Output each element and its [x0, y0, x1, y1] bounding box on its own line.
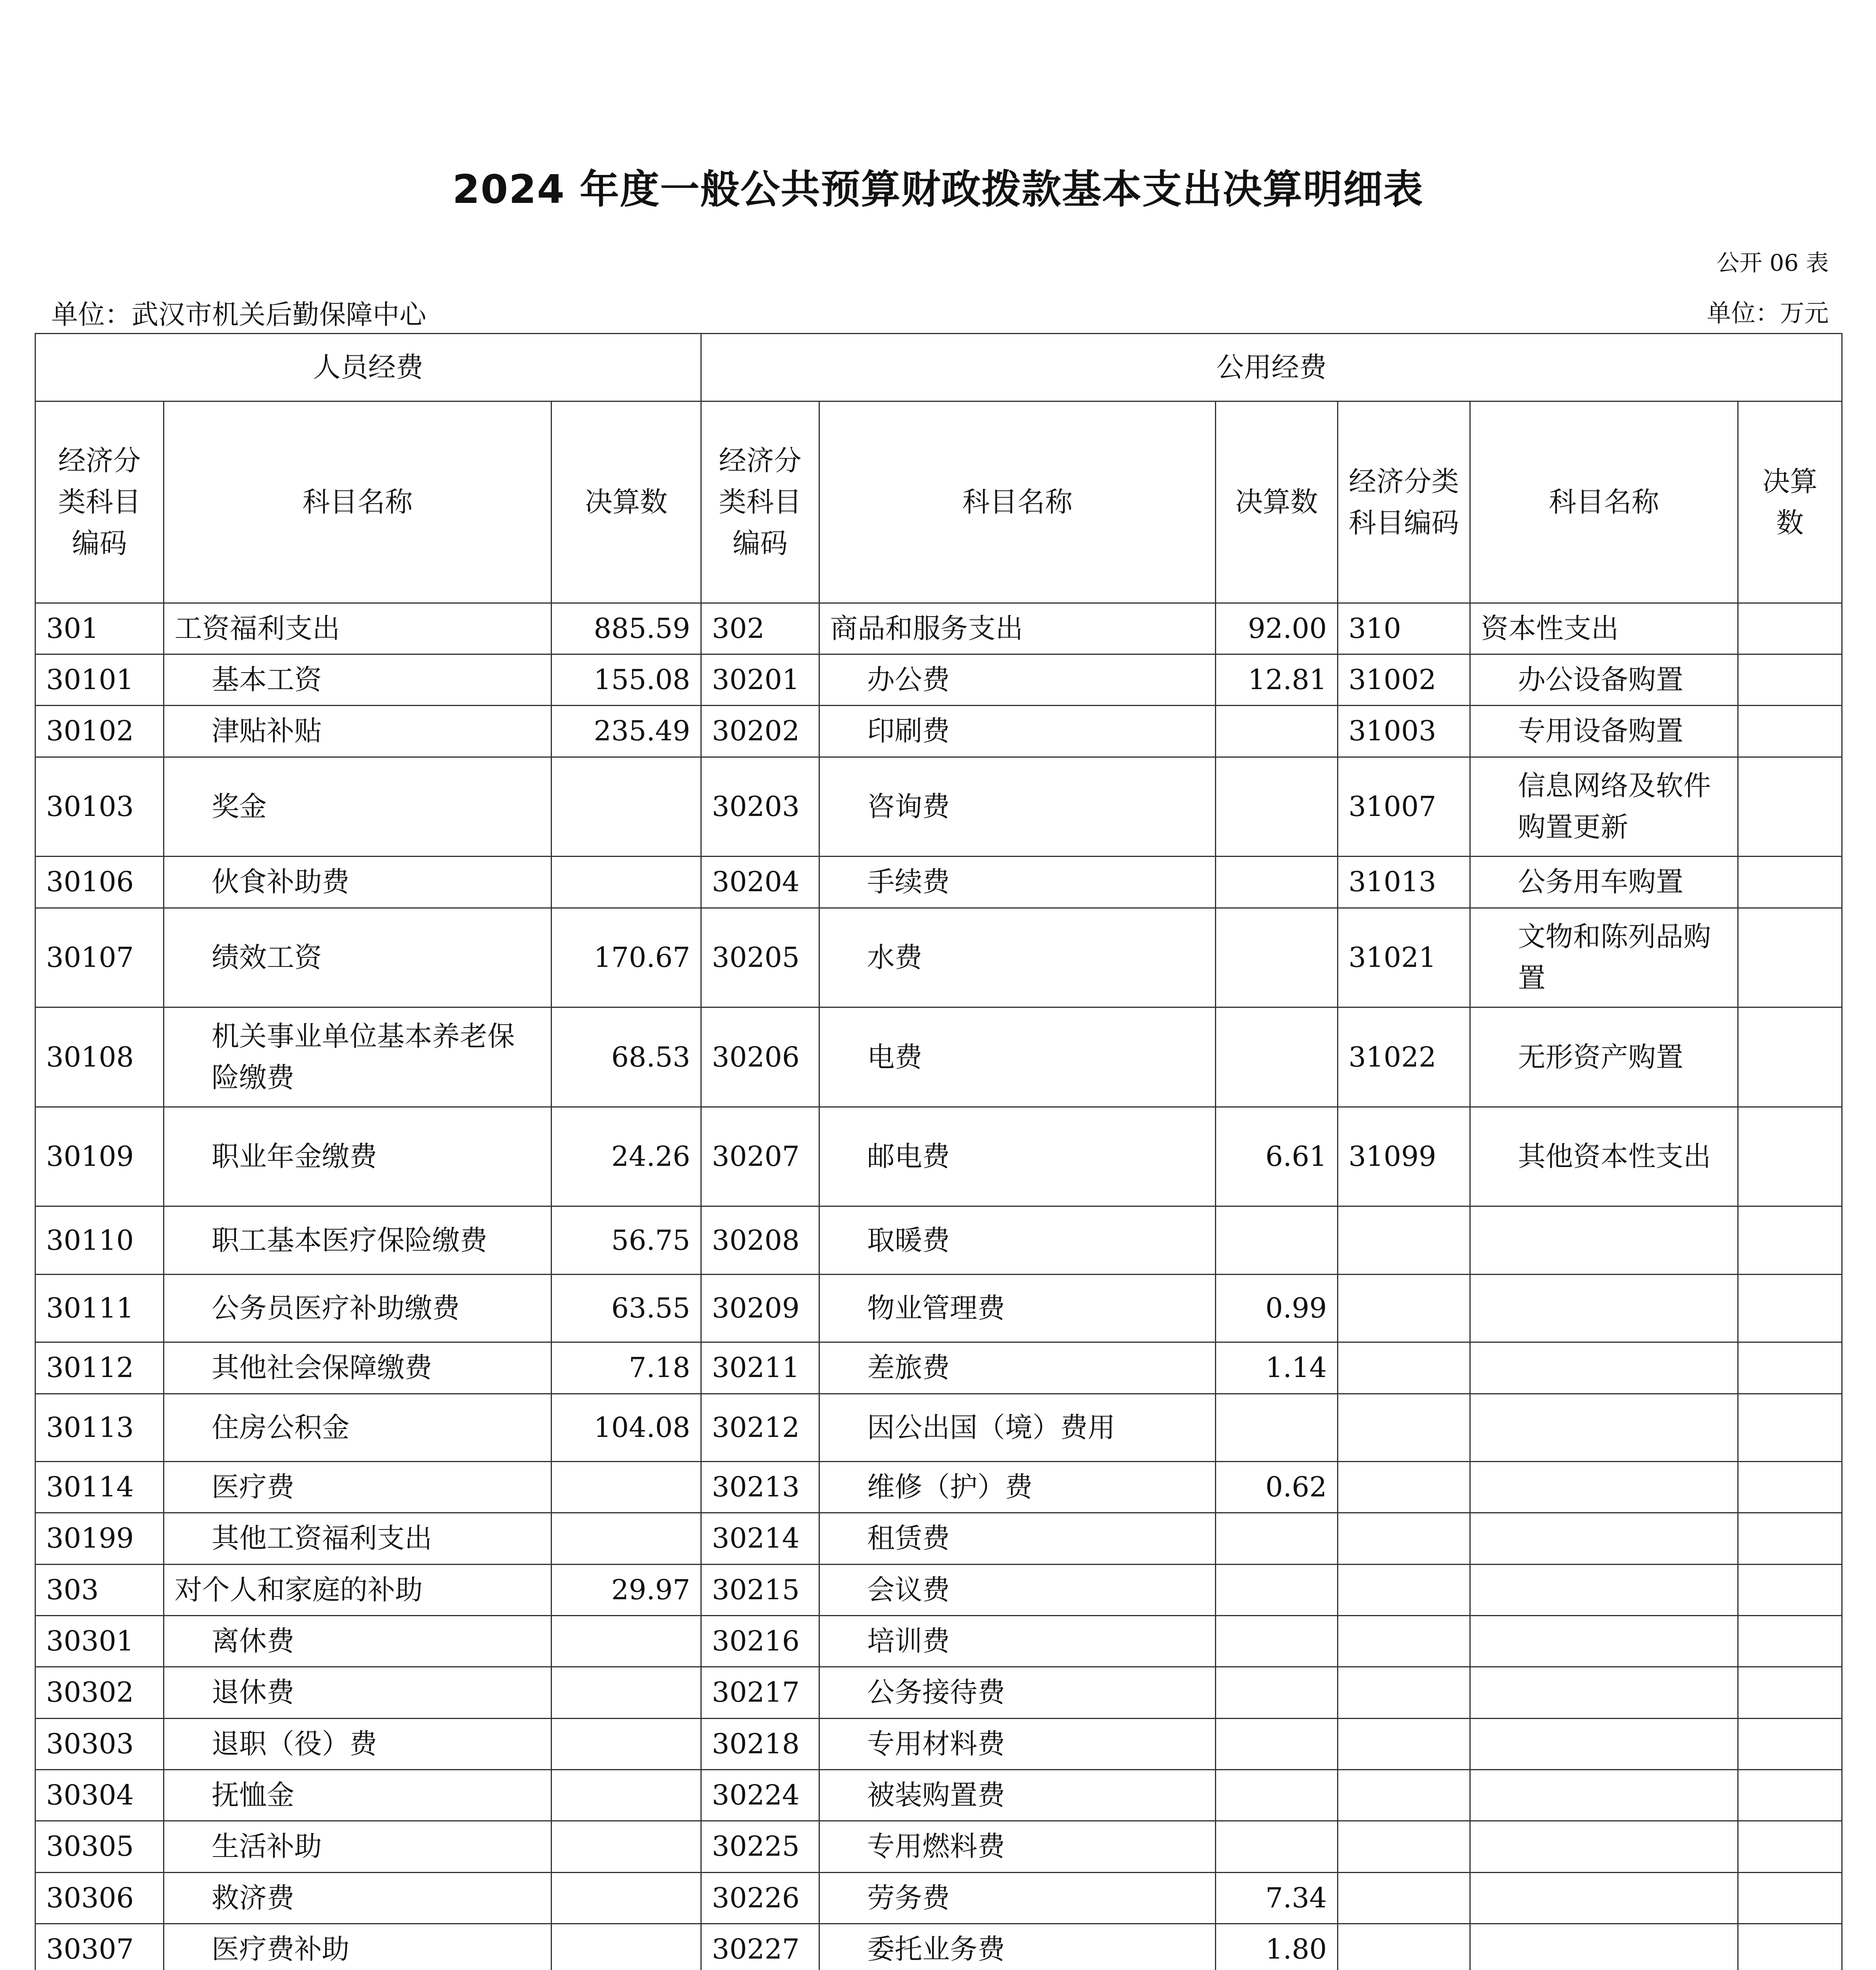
- public-amount: 0.62: [1216, 1462, 1338, 1513]
- col-header-amount: 决算数: [1738, 401, 1842, 603]
- capital-amount: [1738, 1872, 1842, 1924]
- personnel-amount: [552, 1615, 701, 1667]
- personnel-amount: 29.97: [552, 1564, 701, 1615]
- personnel-code: 30108: [35, 1007, 164, 1107]
- capital-amount: [1738, 603, 1842, 654]
- col-header-code: 经济分类科目编码: [701, 401, 819, 603]
- personnel-section-header: 人员经费: [35, 334, 701, 401]
- personnel-item-name: 基本工资: [164, 654, 552, 706]
- public-code: 30217: [701, 1667, 819, 1718]
- public-item-name: 劳务费: [819, 1872, 1216, 1924]
- public-amount: [1216, 1513, 1338, 1564]
- capital-code: [1338, 1872, 1470, 1924]
- capital-code: [1338, 1924, 1470, 1970]
- personnel-code: 303: [35, 1564, 164, 1615]
- capital-item-name: [1470, 1924, 1738, 1970]
- reporting-unit: 单位：武汉市机关后勤保障中心: [51, 299, 427, 331]
- capital-item-name: [1470, 1342, 1738, 1394]
- personnel-code: 30303: [35, 1718, 164, 1769]
- expenditure-table: [35, 333, 1843, 1970]
- public-item-name: 会议费: [819, 1564, 1216, 1615]
- col-header-code: 经济分类科目编码: [35, 401, 164, 603]
- personnel-amount: [552, 757, 701, 857]
- personnel-item-name: 绩效工资: [164, 908, 552, 1007]
- public-amount: [1216, 757, 1338, 857]
- column-header-row: [35, 401, 1842, 603]
- capital-amount: [1738, 1821, 1842, 1872]
- capital-code: [1338, 1274, 1470, 1342]
- personnel-amount: 155.08: [552, 654, 701, 706]
- personnel-amount: [552, 1769, 701, 1821]
- capital-item-name: 信息网络及软件购置更新: [1470, 757, 1738, 857]
- capital-item-name: [1470, 1513, 1738, 1564]
- personnel-code: 30301: [35, 1615, 164, 1667]
- personnel-code: 30106: [35, 857, 164, 908]
- capital-code: [1338, 1206, 1470, 1274]
- capital-amount: [1738, 1462, 1842, 1513]
- personnel-amount: 68.53: [552, 1007, 701, 1107]
- public-amount: [1216, 1769, 1338, 1821]
- capital-code: 31002: [1338, 654, 1470, 706]
- personnel-code: 30113: [35, 1394, 164, 1461]
- table-row: [35, 1821, 1842, 1872]
- form-number: 公开 06 表: [1716, 249, 1829, 276]
- personnel-code: 30107: [35, 908, 164, 1007]
- col-header-amount: 决算数: [552, 401, 701, 603]
- public-item-name: 专用燃料费: [819, 1821, 1216, 1872]
- capital-amount: [1738, 706, 1842, 757]
- personnel-code: 30114: [35, 1462, 164, 1513]
- public-item-name: 取暖费: [819, 1206, 1216, 1274]
- table-row: [35, 1615, 1842, 1667]
- public-item-name: 办公费: [819, 654, 1216, 706]
- personnel-amount: [552, 1821, 701, 1872]
- personnel-item-name: 工资福利支出: [164, 603, 552, 654]
- personnel-amount: [552, 1872, 701, 1924]
- capital-code: 31007: [1338, 757, 1470, 857]
- capital-code: [1338, 1615, 1470, 1667]
- public-amount: [1216, 1394, 1338, 1461]
- public-item-name: 差旅费: [819, 1342, 1216, 1394]
- public-code: 30202: [701, 706, 819, 757]
- personnel-item-name: 职工基本医疗保险缴费: [164, 1206, 552, 1274]
- personnel-amount: 235.49: [552, 706, 701, 757]
- public-amount: [1216, 1615, 1338, 1667]
- public-code: 30224: [701, 1769, 819, 1821]
- personnel-code: 301: [35, 603, 164, 654]
- personnel-item-name: 机关事业单位基本养老保险缴费: [164, 1007, 552, 1107]
- table-row: [35, 1274, 1842, 1342]
- public-amount: 6.61: [1216, 1107, 1338, 1206]
- table-row: [35, 1564, 1842, 1615]
- public-amount: [1216, 1564, 1338, 1615]
- personnel-code: 30306: [35, 1872, 164, 1924]
- personnel-code: 30112: [35, 1342, 164, 1394]
- personnel-amount: [552, 1667, 701, 1718]
- personnel-amount: 885.59: [552, 603, 701, 654]
- personnel-item-name: 离休费: [164, 1615, 552, 1667]
- public-code: 30203: [701, 757, 819, 857]
- public-code: 30212: [701, 1394, 819, 1461]
- public-code: 30207: [701, 1107, 819, 1206]
- personnel-code: 30101: [35, 654, 164, 706]
- personnel-item-name: 医疗费: [164, 1462, 552, 1513]
- public-amount: [1216, 1667, 1338, 1718]
- personnel-item-name: 退职（役）费: [164, 1718, 552, 1769]
- personnel-item-name: 救济费: [164, 1872, 552, 1924]
- public-item-name: 商品和服务支出: [819, 603, 1216, 654]
- public-amount: [1216, 706, 1338, 757]
- personnel-item-name: 退休费: [164, 1667, 552, 1718]
- capital-item-name: [1470, 1462, 1738, 1513]
- public-amount: 1.14: [1216, 1342, 1338, 1394]
- capital-amount: [1738, 1718, 1842, 1769]
- table-row: [35, 1769, 1842, 1821]
- table-row: [35, 857, 1842, 908]
- section-header-row: [35, 334, 1842, 401]
- capital-item-name: [1470, 1564, 1738, 1615]
- public-amount: 7.34: [1216, 1872, 1338, 1924]
- public-code: 302: [701, 603, 819, 654]
- public-code: 30205: [701, 908, 819, 1007]
- col-header-name: 科目名称: [164, 401, 552, 603]
- capital-amount: [1738, 1513, 1842, 1564]
- table-row: [35, 654, 1842, 706]
- capital-item-name: 无形资产购置: [1470, 1007, 1738, 1107]
- public-code: 30211: [701, 1342, 819, 1394]
- table-row: [35, 1872, 1842, 1924]
- capital-amount: [1738, 1007, 1842, 1107]
- personnel-item-name: 抚恤金: [164, 1769, 552, 1821]
- capital-amount: [1738, 857, 1842, 908]
- personnel-code: 30103: [35, 757, 164, 857]
- capital-code: 31099: [1338, 1107, 1470, 1206]
- public-code: 30201: [701, 654, 819, 706]
- public-code: 30227: [701, 1924, 819, 1970]
- personnel-code: 30110: [35, 1206, 164, 1274]
- public-item-name: 咨询费: [819, 757, 1216, 857]
- public-item-name: 专用材料费: [819, 1718, 1216, 1769]
- public-amount: [1216, 1206, 1338, 1274]
- public-item-name: 水费: [819, 908, 1216, 1007]
- capital-item-name: [1470, 1821, 1738, 1872]
- capital-code: [1338, 1667, 1470, 1718]
- capital-item-name: [1470, 1274, 1738, 1342]
- capital-item-name: [1470, 1394, 1738, 1461]
- public-amount: 0.99: [1216, 1274, 1338, 1342]
- public-amount: 1.80: [1216, 1924, 1338, 1970]
- capital-code: [1338, 1769, 1470, 1821]
- personnel-amount: 63.55: [552, 1274, 701, 1342]
- capital-amount: [1738, 1564, 1842, 1615]
- public-code: 30218: [701, 1718, 819, 1769]
- personnel-amount: [552, 1513, 701, 1564]
- capital-item-name: [1470, 1667, 1738, 1718]
- capital-amount: [1738, 757, 1842, 857]
- public-amount: [1216, 908, 1338, 1007]
- personnel-amount: [552, 857, 701, 908]
- personnel-code: 30304: [35, 1769, 164, 1821]
- table-row: [35, 1718, 1842, 1769]
- capital-amount: [1738, 1924, 1842, 1970]
- capital-amount: [1738, 1206, 1842, 1274]
- personnel-item-name: 奖金: [164, 757, 552, 857]
- personnel-amount: 24.26: [552, 1107, 701, 1206]
- table-row: [35, 1342, 1842, 1394]
- capital-code: [1338, 1462, 1470, 1513]
- personnel-code: 30307: [35, 1924, 164, 1970]
- capital-code: [1338, 1342, 1470, 1394]
- public-code: 30206: [701, 1007, 819, 1107]
- capital-amount: [1738, 1274, 1842, 1342]
- personnel-item-name: 生活补助: [164, 1821, 552, 1872]
- capital-item-name: [1470, 1206, 1738, 1274]
- table-row: [35, 1462, 1842, 1513]
- col-header-amount: 决算数: [1216, 401, 1338, 603]
- public-item-name: 维修（护）费: [819, 1462, 1216, 1513]
- capital-item-name: 文物和陈列品购置: [1470, 908, 1738, 1007]
- public-amount: [1216, 1821, 1338, 1872]
- col-header-name: 科目名称: [1470, 401, 1738, 603]
- table-row: [35, 1206, 1842, 1274]
- personnel-code: 30302: [35, 1667, 164, 1718]
- capital-item-name: 公务用车购置: [1470, 857, 1738, 908]
- public-code: 30226: [701, 1872, 819, 1924]
- personnel-code: 30102: [35, 706, 164, 757]
- personnel-code: 30305: [35, 1821, 164, 1872]
- public-item-name: 委托业务费: [819, 1924, 1216, 1970]
- personnel-amount: 104.08: [552, 1394, 701, 1461]
- capital-item-name: [1470, 1718, 1738, 1769]
- capital-code: [1338, 1564, 1470, 1615]
- capital-code: [1338, 1513, 1470, 1564]
- public-code: 30209: [701, 1274, 819, 1342]
- col-header-code: 经济分类科目编码: [1338, 401, 1470, 603]
- public-amount: [1216, 1007, 1338, 1107]
- col-header-name: 科目名称: [819, 401, 1216, 603]
- personnel-amount: 56.75: [552, 1206, 701, 1274]
- public-code: 30216: [701, 1615, 819, 1667]
- public-section-header: 公用经费: [701, 334, 1842, 401]
- page-title: 2024 年度一般公共预算财政拨款基本支出决算明细表: [452, 166, 1424, 212]
- capital-code: [1338, 1718, 1470, 1769]
- capital-amount: [1738, 654, 1842, 706]
- personnel-code: 30111: [35, 1274, 164, 1342]
- personnel-amount: 7.18: [552, 1342, 701, 1394]
- capital-item-name: [1470, 1872, 1738, 1924]
- table-row: [35, 908, 1842, 1007]
- table-row: [35, 1107, 1842, 1206]
- public-amount: 12.81: [1216, 654, 1338, 706]
- capital-amount: [1738, 1342, 1842, 1394]
- personnel-amount: [552, 1924, 701, 1970]
- table-row: [35, 1667, 1842, 1718]
- personnel-code: 30109: [35, 1107, 164, 1206]
- table-row: [35, 1924, 1842, 1970]
- personnel-item-name: 住房公积金: [164, 1394, 552, 1461]
- public-item-name: 租赁费: [819, 1513, 1216, 1564]
- capital-amount: [1738, 1667, 1842, 1718]
- public-code: 30215: [701, 1564, 819, 1615]
- capital-code: [1338, 1821, 1470, 1872]
- public-item-name: 被装购置费: [819, 1769, 1216, 1821]
- public-amount: [1216, 857, 1338, 908]
- personnel-item-name: 其他工资福利支出: [164, 1513, 552, 1564]
- public-item-name: 物业管理费: [819, 1274, 1216, 1342]
- personnel-item-name: 公务员医疗补助缴费: [164, 1274, 552, 1342]
- personnel-item-name: 医疗费补助: [164, 1924, 552, 1970]
- public-item-name: 邮电费: [819, 1107, 1216, 1206]
- capital-item-name: 专用设备购置: [1470, 706, 1738, 757]
- public-item-name: 公务接待费: [819, 1667, 1216, 1718]
- personnel-code: 30199: [35, 1513, 164, 1564]
- public-code: 30213: [701, 1462, 819, 1513]
- personnel-item-name: 职业年金缴费: [164, 1107, 552, 1206]
- public-item-name: 电费: [819, 1007, 1216, 1107]
- capital-item-name: 资本性支出: [1470, 603, 1738, 654]
- personnel-item-name: 伙食补助费: [164, 857, 552, 908]
- table-row: [35, 757, 1842, 857]
- capital-amount: [1738, 1615, 1842, 1667]
- public-item-name: 手续费: [819, 857, 1216, 908]
- table-row: [35, 1007, 1842, 1107]
- capital-code: 310: [1338, 603, 1470, 654]
- public-code: 30214: [701, 1513, 819, 1564]
- public-code: 30225: [701, 1821, 819, 1872]
- personnel-amount: 170.67: [552, 908, 701, 1007]
- table-row: [35, 1394, 1842, 1461]
- public-code: 30208: [701, 1206, 819, 1274]
- capital-item-name: 其他资本性支出: [1470, 1107, 1738, 1206]
- public-amount: 92.00: [1216, 603, 1338, 654]
- personnel-item-name: 对个人和家庭的补助: [164, 1564, 552, 1615]
- capital-item-name: 办公设备购置: [1470, 654, 1738, 706]
- table-row: [35, 603, 1842, 654]
- capital-amount: [1738, 1394, 1842, 1461]
- capital-amount: [1738, 1107, 1842, 1206]
- capital-code: 31022: [1338, 1007, 1470, 1107]
- table-row: [35, 706, 1842, 757]
- public-item-name: 印刷费: [819, 706, 1216, 757]
- capital-item-name: [1470, 1615, 1738, 1667]
- public-code: 30204: [701, 857, 819, 908]
- capital-amount: [1738, 908, 1842, 1007]
- public-amount: [1216, 1718, 1338, 1769]
- personnel-amount: [552, 1462, 701, 1513]
- capital-item-name: [1470, 1769, 1738, 1821]
- public-item-name: 培训费: [819, 1615, 1216, 1667]
- capital-amount: [1738, 1769, 1842, 1821]
- currency-unit: 单位：万元: [1706, 299, 1829, 327]
- public-item-name: 因公出国（境）费用: [819, 1394, 1216, 1461]
- table-row: [35, 1513, 1842, 1564]
- capital-code: [1338, 1394, 1470, 1461]
- personnel-item-name: 津贴补贴: [164, 706, 552, 757]
- capital-code: 31013: [1338, 857, 1470, 908]
- personnel-amount: [552, 1718, 701, 1769]
- capital-code: 31021: [1338, 908, 1470, 1007]
- personnel-item-name: 其他社会保障缴费: [164, 1342, 552, 1394]
- capital-code: 31003: [1338, 706, 1470, 757]
